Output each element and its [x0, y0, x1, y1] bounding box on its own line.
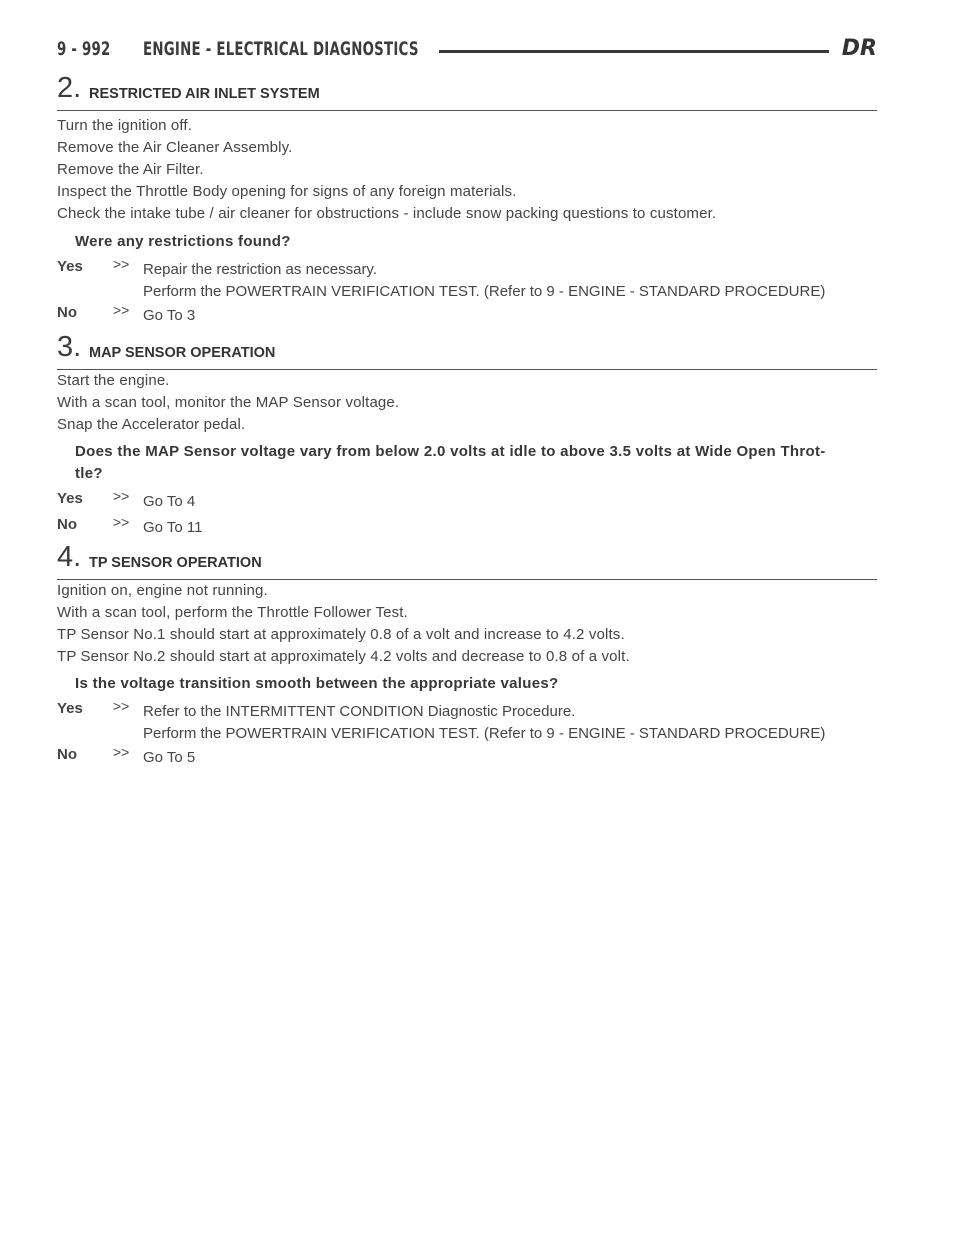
answer-action: Go To 11: [143, 519, 203, 536]
answer-no: [57, 744, 877, 771]
header-rule: [439, 50, 829, 53]
answer-label: No: [57, 304, 77, 321]
arrow-marker: >>: [113, 744, 130, 760]
answer-label: Yes: [57, 700, 83, 717]
step-title: TP SENSOR OPERATION: [89, 555, 262, 571]
step-heading: [57, 541, 877, 580]
step-2: [57, 72, 877, 329]
answer-action: Refer to the INTERMITTENT CONDITION Diagnostic Procedure.: [143, 703, 576, 720]
step-4: [57, 541, 877, 771]
instruction-line: Check the intake tube / air cleaner for obstructions - include snow packing questions to customer.: [57, 205, 717, 222]
step-heading: [57, 331, 877, 370]
answer-action: Perform the POWERTRAIN VERIFICATION TEST. (Refer to 9 - ENGINE - STANDARD PROCEDURE): [143, 725, 826, 742]
answer-label: Yes: [57, 258, 83, 275]
question: Is the voltage transition smooth between the appropriate values?: [75, 675, 559, 692]
instruction-line: Turn the ignition off.: [57, 117, 193, 134]
step-title: MAP SENSOR OPERATION: [89, 345, 276, 361]
arrow-marker: >>: [113, 514, 130, 530]
instruction-line: Snap the Accelerator pedal.: [57, 416, 246, 433]
step-number: 2 .: [57, 72, 81, 105]
arrow-marker: >>: [113, 488, 130, 504]
page-number: 9 - 992: [57, 38, 111, 60]
answer-no: [57, 302, 877, 329]
answer-action: Go To 3: [143, 307, 196, 324]
instruction-line: Inspect the Throttle Body opening for signs of any foreign materials.: [57, 183, 517, 200]
answer-yes: [57, 488, 877, 515]
question: Were any restrictions found?: [75, 233, 291, 250]
step-number: 3 .: [57, 331, 81, 364]
instruction-line: Remove the Air Cleaner Assembly.: [57, 139, 293, 156]
answer-yes: [57, 256, 877, 283]
answer-label: No: [57, 746, 77, 763]
step-title: RESTRICTED AIR INLET SYSTEM: [89, 86, 320, 102]
answer-no: [57, 514, 877, 541]
instruction-line: Ignition on, engine not running.: [57, 582, 268, 599]
model-code: DR: [841, 36, 877, 61]
question-continued: tle?: [75, 465, 103, 482]
section-title: ENGINE - ELECTRICAL DIAGNOSTICS: [143, 38, 419, 60]
step-3: [57, 331, 877, 541]
arrow-marker: >>: [113, 302, 130, 318]
step-number: 4 .: [57, 541, 81, 574]
instruction-line: With a scan tool, perform the Throttle Follower Test.: [57, 604, 408, 621]
step-heading: [57, 72, 877, 111]
answer-action: Go To 5: [143, 749, 196, 766]
instruction-line: TP Sensor No.1 should start at approximately 0.8 of a volt and increase to 4.2 volts.: [57, 626, 625, 643]
question: Does the MAP Sensor voltage vary from below 2.0 volts at idle to above 3.5 volts at Wide Open Throt-: [75, 443, 826, 460]
answer-action-continued: [57, 725, 877, 747]
instruction-line: TP Sensor No.2 should start at approximately 4.2 volts and decrease to 0.8 of a volt.: [57, 648, 630, 665]
answer-label: No: [57, 516, 77, 533]
answer-action: Go To 4: [143, 493, 196, 510]
answer-action-continued: [57, 283, 877, 305]
instruction-line: Remove the Air Filter.: [57, 161, 204, 178]
instruction-line: Start the engine.: [57, 372, 170, 389]
instruction-line: With a scan tool, monitor the MAP Sensor voltage.: [57, 394, 400, 411]
answer-label: Yes: [57, 490, 83, 507]
answer-action: Perform the POWERTRAIN VERIFICATION TEST. (Refer to 9 - ENGINE - STANDARD PROCEDURE): [143, 283, 826, 300]
arrow-marker: >>: [113, 698, 130, 714]
arrow-marker: >>: [113, 256, 130, 272]
page-header: [57, 38, 877, 68]
answer-yes: [57, 698, 877, 725]
answer-action: Repair the restriction as necessary.: [143, 261, 377, 278]
